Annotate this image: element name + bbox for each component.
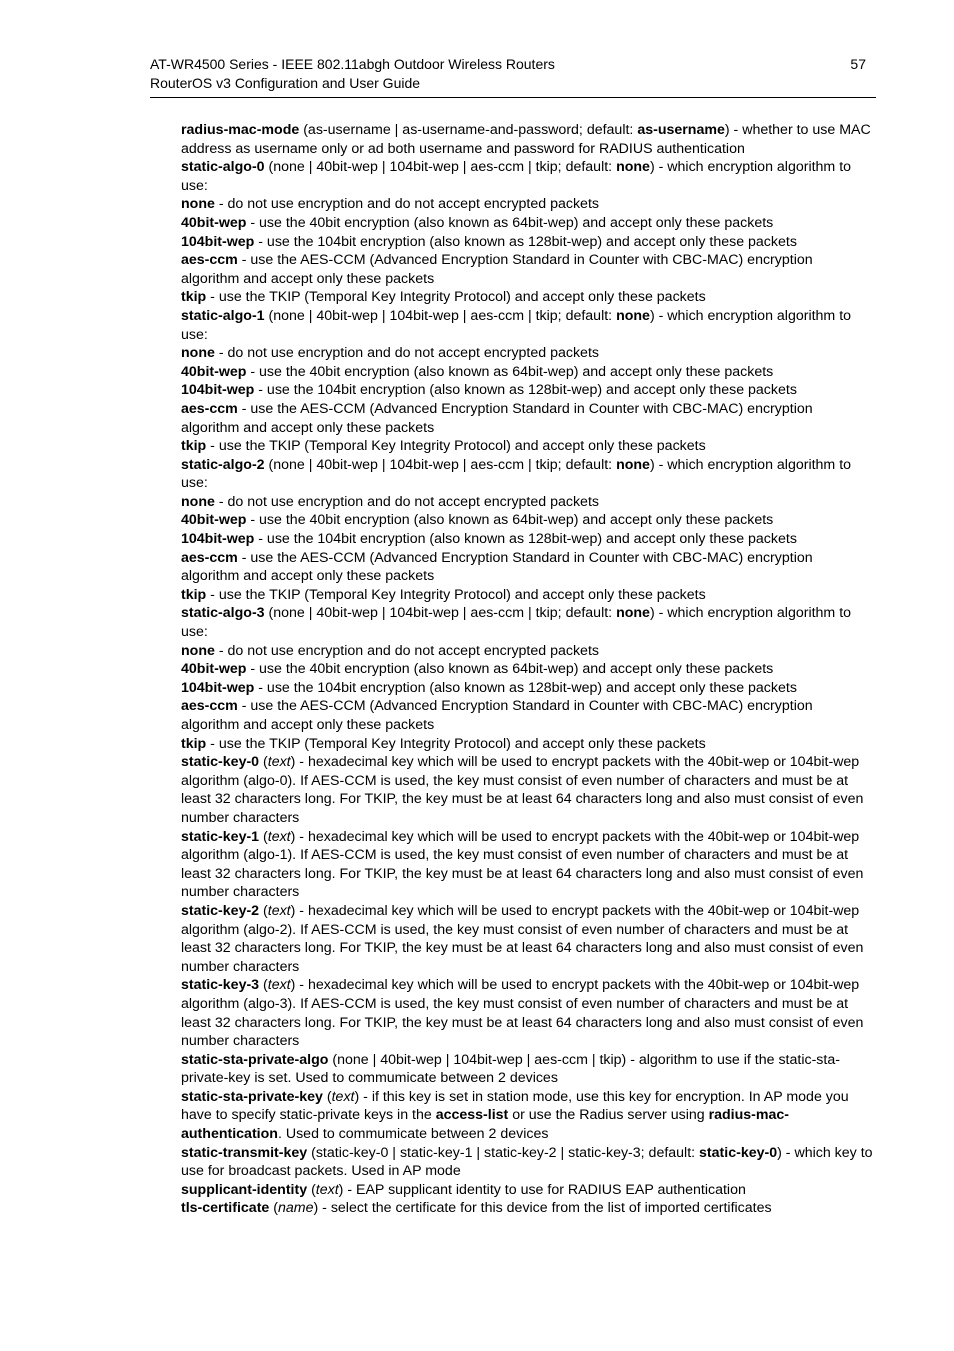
parameter-term: static-algo-3 bbox=[181, 605, 265, 622]
description-text: ( bbox=[307, 1181, 316, 1198]
description-text: - do not use encryption and do not accept encrypted packets bbox=[214, 642, 599, 659]
description-text: - use the TKIP (Temporal Key Integrity Protocol) and accept only these packets bbox=[206, 289, 706, 306]
parameter-entry bbox=[181, 251, 873, 288]
description-text: (as-username | as-username-and-password; default: bbox=[299, 122, 638, 138]
parameter-entry bbox=[181, 456, 873, 493]
description-text: ) - hexadecimal key which will be used to encrypt packets with the 40bit-wep or 104bit-wep algorithm (algo-2). If AES-CCM is used, the key must consist of even number of characters and must be at least 32 characters long. For TKIP, the key must be at least 64 characters long and also must consist of even number characters bbox=[181, 902, 864, 975]
parameter-term: tls-certificate bbox=[181, 1200, 270, 1217]
parameter-entry bbox=[181, 214, 873, 233]
description-text: ) - which encryption algorithm to use: bbox=[181, 159, 852, 194]
parameter-entry bbox=[181, 493, 873, 512]
description-text: - use the 104bit encryption (also known as 128bit-wep) and accept only these packets bbox=[254, 679, 797, 696]
description-text: - do not use encryption and do not accept encrypted packets bbox=[214, 196, 599, 213]
description-text: ( bbox=[322, 1088, 332, 1105]
description-text: . Used to commumicate between 2 devices bbox=[277, 1126, 549, 1143]
parameter-term: 104bit-wep bbox=[181, 233, 255, 250]
parameter-term: aes-ccm bbox=[181, 698, 238, 715]
parameter-term: radius-mac-authentication bbox=[181, 1107, 790, 1143]
parameter-term: 104bit-wep bbox=[181, 679, 255, 696]
parameter-term: 40bit-wep bbox=[181, 512, 247, 529]
description-text: - do not use encryption and do not accept encrypted packets bbox=[214, 493, 599, 510]
parameter-term: tkip bbox=[181, 289, 207, 306]
parameter-term: none bbox=[181, 196, 215, 213]
parameter-term: supplicant-identity bbox=[181, 1181, 308, 1198]
parameter-entry bbox=[181, 753, 873, 827]
parameter-entry bbox=[181, 1199, 873, 1218]
document-title: AT-WR4500 Series - IEEE 802.11abgh Outdoor Wireless Routers bbox=[150, 56, 555, 72]
description-text: ) - select the certificate for this device from the list of imported certificates bbox=[313, 1200, 772, 1217]
description-text: (none | 40bit-wep | 104bit-wep | aes-ccm | tkip; default: bbox=[264, 456, 617, 473]
parameter-entry bbox=[181, 828, 873, 902]
parameter-term: none bbox=[616, 605, 650, 622]
value-type: text bbox=[331, 1088, 355, 1105]
description-text: - use the AES-CCM (Advanced Encryption Standard in Counter with CBC-MAC) encryption algorithm and accept only these packets bbox=[181, 400, 813, 436]
parameter-term: static-algo-2 bbox=[181, 456, 265, 473]
description-text: ( bbox=[259, 828, 268, 845]
description-text: (none | 40bit-wep | 104bit-wep | aes-ccm | tkip; default: bbox=[264, 605, 617, 622]
parameter-term: aes-ccm bbox=[181, 549, 238, 566]
description-text: or use the Radius server using bbox=[508, 1107, 709, 1124]
description-text: ( bbox=[269, 1200, 278, 1217]
description-text: - use the AES-CCM (Advanced Encryption Standard in Counter with CBC-MAC) encryption algorithm and accept only these packets bbox=[181, 549, 813, 585]
parameter-term: none bbox=[616, 159, 650, 176]
parameter-term: static-sta-private-key bbox=[181, 1088, 323, 1105]
description-text: - use the 40bit encryption (also known as 64bit-wep) and accept only these packets bbox=[246, 661, 774, 678]
parameter-entry bbox=[181, 549, 873, 586]
parameter-entry bbox=[181, 344, 873, 363]
parameter-entry bbox=[181, 976, 873, 1050]
parameter-entry bbox=[181, 586, 873, 605]
parameter-entry bbox=[181, 121, 873, 158]
parameter-entry bbox=[181, 381, 873, 400]
parameter-term: 40bit-wep bbox=[181, 214, 247, 231]
description-text: (none | 40bit-wep | 104bit-wep | aes-ccm | tkip; default: bbox=[264, 307, 617, 324]
description-text: (static-key-0 | static-key-1 | static-key-2 | static-key-3; default: bbox=[307, 1144, 700, 1161]
parameter-term: 40bit-wep bbox=[181, 363, 247, 380]
description-text: - use the 104bit encryption (also known as 128bit-wep) and accept only these packets bbox=[254, 382, 797, 399]
parameter-entry bbox=[181, 642, 873, 661]
parameter-term: aes-ccm bbox=[181, 400, 238, 417]
parameter-term: tkip bbox=[181, 735, 207, 752]
parameter-term: tkip bbox=[181, 438, 207, 455]
parameter-entry bbox=[181, 902, 873, 976]
parameter-entry bbox=[181, 660, 873, 679]
parameter-entry bbox=[181, 604, 873, 641]
parameter-term: none bbox=[181, 642, 215, 659]
description-text: - use the AES-CCM (Advanced Encryption Standard in Counter with CBC-MAC) encryption algorithm and accept only these packets bbox=[181, 698, 813, 733]
parameter-entry bbox=[181, 1144, 873, 1181]
description-text: - use the 104bit encryption (also known as 128bit-wep) and accept only these packets bbox=[254, 233, 797, 250]
description-text: ) - which encryption algorithm to use: bbox=[181, 307, 852, 343]
parameter-entry bbox=[181, 307, 873, 344]
parameter-entry bbox=[181, 679, 873, 698]
parameter-term: static-key-0 bbox=[699, 1144, 778, 1161]
description-text: (none | 40bit-wep | 104bit-wep | aes-ccm | tkip) - algorithm to use if the static-sta-private-key is set. Used to commumicate between 2 devices bbox=[181, 1051, 840, 1087]
value-type: text bbox=[267, 828, 291, 845]
parameter-term: access-list bbox=[435, 1107, 509, 1124]
description-text: - use the 40bit encryption (also known as 64bit-wep) and accept only these packets bbox=[246, 363, 774, 380]
parameter-term: 40bit-wep bbox=[181, 661, 247, 678]
parameter-term: none bbox=[616, 307, 650, 324]
parameter-entry bbox=[181, 363, 873, 382]
parameter-term: radius-mac-mode bbox=[181, 122, 300, 138]
description-text: - use the TKIP (Temporal Key Integrity Protocol) and accept only these packets bbox=[206, 735, 706, 752]
description-text: - use the AES-CCM (Advanced Encryption Standard in Counter with CBC-MAC) encryption algorithm and accept only these packets bbox=[181, 252, 813, 287]
description-text: - do not use encryption and do not accept encrypted packets bbox=[214, 345, 599, 362]
parameter-entry bbox=[181, 530, 873, 549]
parameter-term: 104bit-wep bbox=[181, 531, 255, 548]
description-text: ) - which encryption algorithm to use: bbox=[181, 605, 852, 641]
value-type: name bbox=[277, 1200, 314, 1217]
parameter-term: none bbox=[181, 493, 215, 510]
description-text: ) - which key to use for broadcast packets. Used in AP mode bbox=[181, 1144, 873, 1180]
parameter-term: static-transmit-key bbox=[181, 1144, 308, 1161]
description-text: ( bbox=[259, 902, 268, 919]
parameter-entry bbox=[181, 288, 873, 307]
description-text: - use the 40bit encryption (also known as 64bit-wep) and accept only these packets bbox=[246, 512, 774, 529]
parameter-entry bbox=[181, 195, 873, 214]
description-text: - use the 104bit encryption (also known as 128bit-wep) and accept only these packets bbox=[254, 531, 797, 548]
parameter-term: static-algo-1 bbox=[181, 307, 265, 324]
value-type: text bbox=[267, 902, 291, 919]
parameter-term: none bbox=[181, 345, 215, 362]
description-text: - use the TKIP (Temporal Key Integrity Protocol) and accept only these packets bbox=[206, 438, 706, 455]
parameter-entry bbox=[181, 400, 873, 437]
value-type: text bbox=[267, 977, 291, 994]
parameter-term: none bbox=[616, 456, 650, 473]
parameter-term: static-key-1 bbox=[181, 828, 260, 845]
parameter-entry bbox=[181, 511, 873, 530]
description-text: ( bbox=[259, 754, 268, 771]
description-text: ) - EAP supplicant identity to use for RADIUS EAP authentication bbox=[338, 1181, 746, 1198]
parameter-entry bbox=[181, 697, 873, 734]
parameter-term: static-sta-private-algo bbox=[181, 1051, 329, 1068]
description-text: ) - hexadecimal key which will be used to encrypt packets with the 40bit-wep or 104bit-wep algorithm (algo-0). If AES-CCM is used, the key must consist of even number of characters and must be at least 32 characters long. For TKIP, the key must be at least 64 characters long and also must consist of even number characters bbox=[181, 754, 864, 826]
description-text: ) - whether to use MAC address as username only or ad both username and password for RADIUS authentication bbox=[181, 122, 871, 157]
parameter-term: as-username bbox=[637, 122, 725, 138]
parameter-entry bbox=[181, 437, 873, 456]
description-text: - use the 40bit encryption (also known as 64bit-wep) and accept only these packets bbox=[246, 214, 774, 231]
description-text: (none | 40bit-wep | 104bit-wep | aes-ccm | tkip; default: bbox=[264, 159, 617, 176]
parameter-entry bbox=[181, 1181, 873, 1200]
parameter-term: static-key-2 bbox=[181, 902, 260, 919]
parameter-term: static-key-0 bbox=[181, 754, 260, 771]
parameter-entry bbox=[181, 233, 873, 252]
parameter-term: aes-ccm bbox=[181, 252, 238, 269]
parameter-term: static-algo-0 bbox=[181, 159, 265, 176]
description-text: ( bbox=[259, 977, 268, 994]
value-type: text bbox=[267, 754, 291, 771]
parameter-list bbox=[181, 121, 873, 1218]
parameter-term: static-key-3 bbox=[181, 977, 260, 994]
page-header bbox=[150, 55, 876, 93]
parameter-entry bbox=[181, 1088, 873, 1144]
description-text: ) - hexadecimal key which will be used to encrypt packets with the 40bit-wep or 104bit-wep algorithm (algo-1). If AES-CCM is used, the key must consist of even number of characters and must be at least 32 characters long. For TKIP, the key must be at least 64 characters long and also must consist of even number characters bbox=[181, 828, 864, 901]
parameter-term: 104bit-wep bbox=[181, 382, 255, 399]
description-text: - use the TKIP (Temporal Key Integrity Protocol) and accept only these packets bbox=[206, 586, 706, 603]
page-number: 57 bbox=[850, 56, 866, 72]
parameter-term: tkip bbox=[181, 586, 207, 603]
description-text: ) - if this key is set in station mode, use this key for encryption. In AP mode you have to specify static-private keys in the bbox=[181, 1088, 849, 1124]
description-text: ) - hexadecimal key which will be used to encrypt packets with the 40bit-wep or 104bit-wep algorithm (algo-3). If AES-CCM is used, the key must consist of even number of characters and must be at least 32 characters long. For TKIP, the key must be at least 64 characters long and also must consist of even number characters bbox=[181, 977, 864, 1050]
document-subtitle: RouterOS v3 Configuration and User Guide bbox=[150, 75, 421, 91]
parameter-entry bbox=[181, 158, 873, 195]
description-text: ) - which encryption algorithm to use: bbox=[181, 456, 852, 492]
value-type: text bbox=[315, 1181, 339, 1198]
parameter-entry bbox=[181, 1051, 873, 1088]
parameter-entry bbox=[181, 735, 873, 754]
header-divider bbox=[150, 97, 876, 98]
